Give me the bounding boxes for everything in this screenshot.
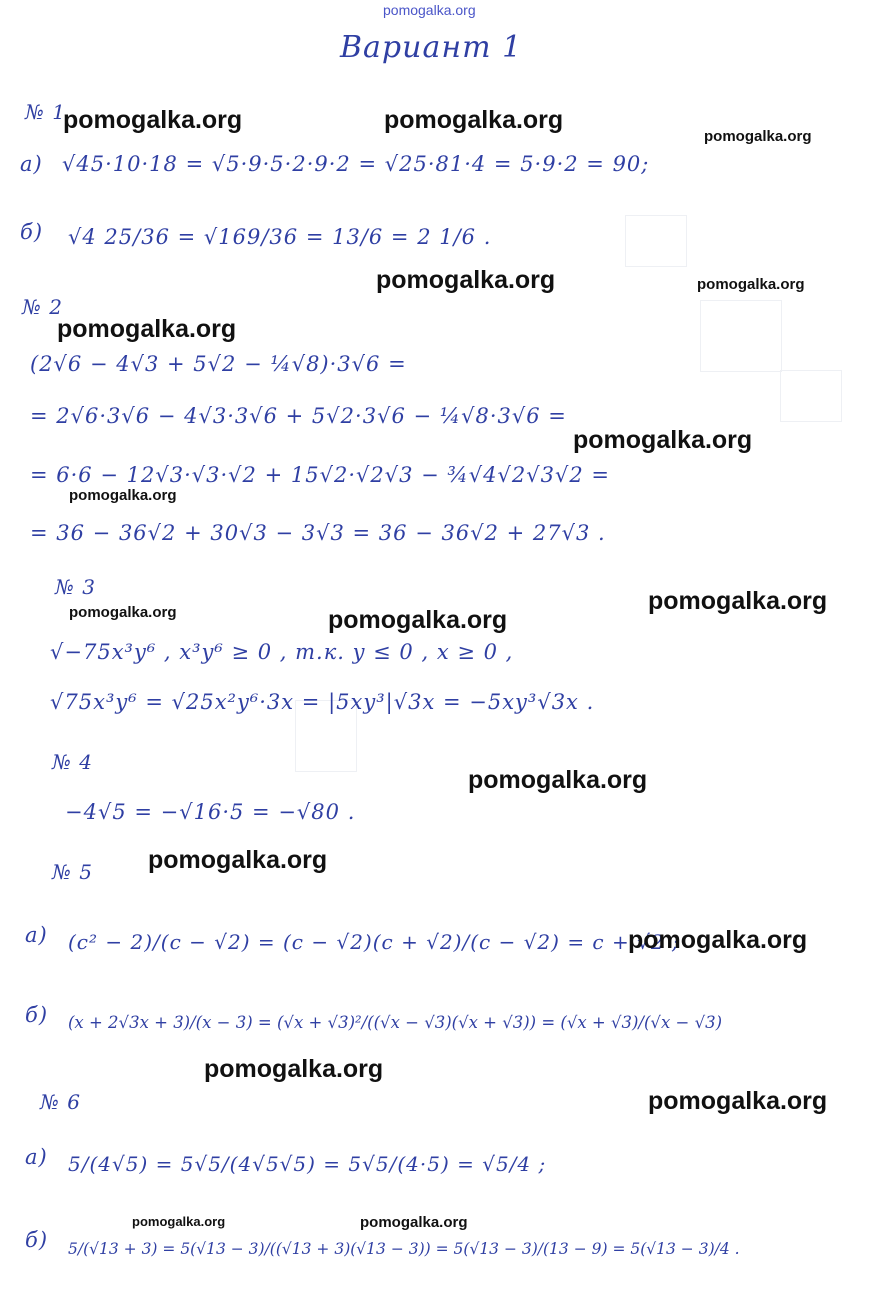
watermark: pomogalka.org	[69, 487, 177, 504]
problem-2-label: № 2	[22, 295, 64, 319]
background-grid-ghost	[780, 370, 842, 422]
watermark: pomogalka.org	[69, 604, 177, 621]
problem-5a-label: а)	[25, 923, 48, 947]
watermark: pomogalka.org	[148, 846, 328, 874]
problem-4-label: № 4	[52, 750, 94, 774]
watermark: pomogalka.org	[628, 926, 808, 954]
problem-6b-label: б)	[25, 1228, 49, 1252]
problem-1b-label: б)	[20, 220, 44, 244]
problem-1b-line: √4 25/36 = √169/36 = 13/6 = 2 1/6 .	[68, 225, 492, 249]
problem-5b-label: б)	[25, 1003, 49, 1027]
problem-1a-line: √45·10·18 = √5·9·5·2·9·2 = √25·81·4 = 5·9·2 = 90;	[62, 152, 650, 176]
problem-6a-line: 5/(4√5) = 5√5/(4√5√5) = 5√5/(4·5) = √5/4 ;	[68, 1152, 547, 1176]
problem-5b-line: (x + 2√3x + 3)/(x − 3) = (√x + √3)²/((√x − √3)(√x + √3)) = (√x + √3)/(√x − √3)	[68, 1013, 723, 1032]
watermark: pomogalka.org	[132, 1214, 226, 1229]
watermark: pomogalka.org	[360, 1214, 468, 1231]
watermark: pomogalka.org	[376, 266, 556, 294]
watermark: pomogalka.org	[384, 106, 564, 134]
page-title: Вариант 1	[340, 30, 523, 65]
problem-2-line-1: (2√6 − 4√3 + 5√2 − ¼√8)·3√6 =	[30, 352, 407, 376]
background-grid-ghost	[700, 300, 782, 372]
problem-2-line-3: = 6·6 − 12√3·√3·√2 + 15√2·√2√3 − ¾√4√2√3√2 =	[30, 463, 611, 487]
problem-4-line: −4√5 = −√16·5 = −√80 .	[65, 800, 356, 824]
problem-6a-label: а)	[25, 1145, 48, 1169]
problem-2-line-2: = 2√6·3√6 − 4√3·3√6 + 5√2·3√6 − ¼√8·3√6 =	[30, 404, 567, 428]
watermark: pomogalka.org	[63, 106, 243, 134]
watermark: pomogalka.org	[648, 1087, 828, 1115]
watermark: pomogalka.org	[697, 276, 805, 293]
background-grid-ghost	[625, 215, 687, 267]
watermark: pomogalka.org	[468, 766, 648, 794]
watermark: pomogalka.org	[573, 426, 753, 454]
problem-6b-line: 5/(√13 + 3) = 5(√13 − 3)/((√13 + 3)(√13 − 3)) = 5(√13 − 3)/(13 − 9) = 5(√13 − 3)/4 .	[68, 1240, 740, 1258]
problem-3-line-2: √75x³y⁶ = √25x²y⁶·3x = |5xy³|√3x = −5xy³√3x .	[50, 690, 595, 714]
watermark: pomogalka.org	[704, 128, 812, 145]
problem-6-label: № 6	[40, 1090, 82, 1114]
problem-5a-line: (c² − 2)/(c − √2) = (c − √2)(c + √2)/(c − √2) = c + √2 ;	[68, 930, 680, 954]
site-header-link[interactable]: pomogalka.org	[383, 2, 476, 18]
problem-2-line-4: = 36 − 36√2 + 30√3 − 3√3 = 36 − 36√2 + 27√3 .	[30, 521, 606, 545]
watermark: pomogalka.org	[328, 606, 508, 634]
problem-1a-label: а)	[20, 152, 43, 176]
watermark: pomogalka.org	[204, 1055, 384, 1083]
problem-1-label: № 1	[25, 100, 67, 124]
watermark: pomogalka.org	[57, 315, 237, 343]
problem-3-line-1: √−75x³y⁶ , x³y⁶ ≥ 0 , т.к. y ≤ 0 , x ≥ 0 ,	[50, 640, 514, 664]
problem-3-label: № 3	[55, 575, 97, 599]
watermark: pomogalka.org	[648, 587, 828, 615]
problem-5-label: № 5	[52, 860, 94, 884]
